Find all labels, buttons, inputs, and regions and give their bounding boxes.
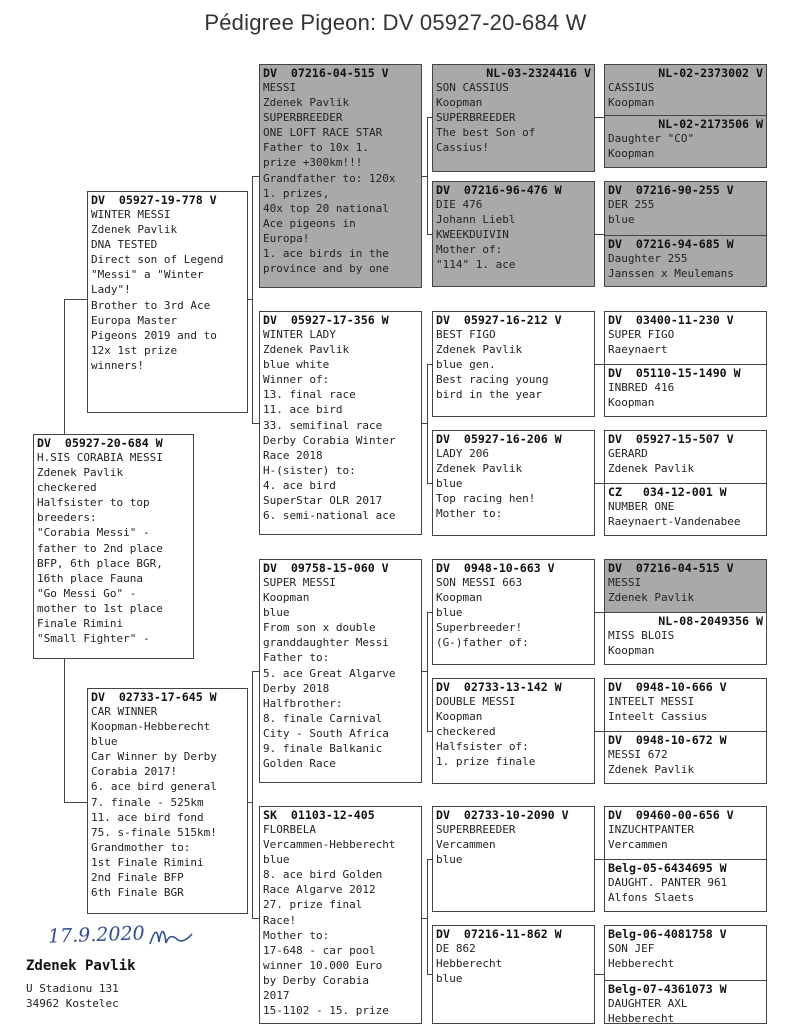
pigeon-info-line: 6. semi-national ace xyxy=(263,509,396,523)
pigeon-info-line: Vercammen xyxy=(436,838,496,852)
pigeon-info-line: SON JEF xyxy=(608,942,655,955)
pigeon-info-line: Cassius! xyxy=(436,141,489,155)
pigeon-info-line: SuperStar OLR 2017 xyxy=(263,494,383,508)
pigeon-info-line: CAR WINNER xyxy=(91,705,158,718)
pigeon-info-line: Ace pigeons in xyxy=(263,216,356,230)
pigeon-info-line: WINTER MESSI xyxy=(91,208,171,221)
pigeon-info-line: 9. finale Balkanic xyxy=(263,742,383,756)
pigeon-info-line: INTEELT MESSI xyxy=(608,695,695,708)
pigeon-info-line: Alfons Slaets xyxy=(608,891,695,905)
ring-number: DV 07216-04-515 V xyxy=(263,66,389,80)
pigeon-info-line: Europa Master xyxy=(91,313,178,327)
dam-entry xyxy=(605,980,766,1024)
pigeon-info-line: "Messi" a "Winter xyxy=(91,268,204,282)
ancestor-pair-card xyxy=(604,678,767,784)
pigeon-info-line: Koopman-Hebberecht xyxy=(91,720,211,734)
pigeon-info-line: SUPERBREEDER xyxy=(436,823,516,836)
pigeon-info-line: Koopman xyxy=(436,96,483,110)
connector-line xyxy=(595,612,604,613)
ring-number: DV 02733-13-142 W xyxy=(436,680,562,694)
connector-line xyxy=(427,117,428,234)
pigeon-info-line: Father to: xyxy=(263,651,330,665)
pigeon-info-line: 12x 1st prize xyxy=(91,343,178,357)
pigeon-info-line: Koopman xyxy=(263,591,310,605)
pigeon-info-line: Hebberecht xyxy=(608,957,675,971)
pigeon-info-line: 4. ace bird xyxy=(263,478,336,492)
connector-line xyxy=(252,918,259,919)
pigeon-info-line: 2017 xyxy=(263,989,290,1003)
connector-line xyxy=(252,423,259,424)
pigeon-info-line: Hebberecht xyxy=(608,1012,675,1024)
pigeon-info-line: (G-)father of: xyxy=(436,636,529,650)
pigeon-info-line: 17-648 - car pool xyxy=(263,943,376,957)
pigeon-info-line: ONE LOFT RACE STAR xyxy=(263,126,383,140)
sire-entry xyxy=(605,182,766,235)
pigeon-info-line: 1st Finale Rimini xyxy=(91,855,204,869)
mother-card xyxy=(87,688,248,914)
pigeon-info-line: FLORBELA xyxy=(263,823,316,836)
pigeon-info-line: Best racing young xyxy=(436,373,549,387)
pigeon-info-line: Mother of: xyxy=(436,243,503,257)
pigeon-info-line: Raeynaert-Vandenabee xyxy=(608,515,741,529)
dam-entry xyxy=(605,483,766,536)
ring-number: NL-02-2373002 V xyxy=(658,66,763,80)
connector-line xyxy=(427,117,432,118)
connector-line xyxy=(595,234,604,235)
pigeon-info-line: bird in the year xyxy=(436,388,542,402)
pigeon-info-line: father to 2nd place xyxy=(37,541,163,555)
connector-line xyxy=(595,364,604,365)
connector-line xyxy=(427,234,432,235)
pigeon-info-line: granddaughter Messi xyxy=(263,636,389,650)
pigeon-info-line: Zdenek Pavlik xyxy=(37,466,124,480)
pigeon-info-line: 1. prizes, xyxy=(263,186,330,200)
pigeon-info-line: MESSI 672 xyxy=(608,748,668,761)
pigeon-info-line: Pigeons 2019 and to xyxy=(91,328,217,342)
pigeon-info-line: mother to 1st place xyxy=(37,601,163,615)
pigeon-info-line: NUMBER ONE xyxy=(608,500,675,513)
breeder-name: Zdenek Pavlik xyxy=(26,958,136,974)
pigeon-info-line: Race 2018 xyxy=(263,448,323,462)
pigeon-info-line: Halfbrother: xyxy=(263,696,343,710)
pigeon-info-line: winner 10.000 Euro xyxy=(263,958,383,972)
pigeon-info-line: Race! xyxy=(263,913,297,927)
ring-number: DV 05927-19-778 V xyxy=(91,193,217,207)
pigeon-info-line: blue gen. xyxy=(436,358,496,372)
pigeon-info-line: Lady"! xyxy=(91,283,131,297)
signature-icon xyxy=(148,922,194,954)
connector-line xyxy=(595,859,604,860)
great-grandparent-card xyxy=(432,806,595,912)
connector-line xyxy=(252,671,253,918)
pigeon-info-line: SUPERBREEDER xyxy=(263,111,343,125)
pigeon-info-line: Raeynaert xyxy=(608,343,668,357)
pigeon-info-line: Brother to 3rd Ace xyxy=(91,298,211,312)
pigeon-info-line: Koopman xyxy=(608,96,655,110)
pigeon-info-line: MESSI xyxy=(263,81,297,94)
dam-entry xyxy=(605,612,766,665)
great-grandparent-card xyxy=(432,64,595,172)
pigeon-info-line: Hebberecht xyxy=(436,957,503,971)
sire-entry xyxy=(605,65,766,115)
pigeon-info-line: winners! xyxy=(91,358,144,372)
ring-number: DV 05927-17-356 W xyxy=(263,313,389,327)
pigeon-info-line: DNA TESTED xyxy=(91,238,158,252)
pigeon-info-line: Grandfather to: 120x xyxy=(263,171,396,185)
ring-number: DV 07216-90-255 V xyxy=(608,183,734,197)
pigeon-info-line: 40x top 20 national xyxy=(263,201,389,215)
dam-entry xyxy=(605,731,766,784)
pigeon-info-line: 27. prize final xyxy=(263,898,363,912)
pigeon-info-line: MISS BLOIS xyxy=(608,629,675,642)
pigeon-info-line: 11. ace bird xyxy=(263,403,343,417)
pigeon-info-line: WINTER LADY xyxy=(263,328,336,341)
ancestor-pair-card xyxy=(604,181,767,287)
great-grandparent-card xyxy=(432,181,595,287)
connector-line xyxy=(252,176,259,177)
ring-number: DV 03400-11-230 V xyxy=(608,313,734,327)
pigeon-info-line: DOUBLE MESSI xyxy=(436,695,516,708)
ring-number: DV 05110-15-1490 W xyxy=(608,366,741,380)
pigeon-info-line: Koopman xyxy=(608,147,655,161)
pigeon-info-line: Koopman xyxy=(608,644,655,658)
pigeon-info-line: blue xyxy=(436,853,463,867)
pigeon-info-line: "Go Messi Go" - xyxy=(37,586,137,600)
pigeon-info-line: INBRED 416 xyxy=(608,381,675,394)
great-grandparent-card xyxy=(432,311,595,417)
ancestor-pair-card xyxy=(604,559,767,665)
pigeon-info-line: 15-1102 - 15. prize xyxy=(263,1004,389,1018)
pigeon-info-line: Zdenek Pavlik xyxy=(608,591,695,605)
pigeon-info-line: breeders: xyxy=(37,511,97,525)
pigeon-info-line: KWEEKDUIVIN xyxy=(436,228,509,242)
connector-line xyxy=(427,731,432,732)
ring-number: NL-02-2173506 W xyxy=(658,117,763,131)
pigeon-info-line: 7. finale - 525km xyxy=(91,795,204,809)
connector-line xyxy=(595,974,604,975)
pigeon-info-line: Car Winner by Derby xyxy=(91,750,217,764)
pigeon-info-line: 11. ace bird fond xyxy=(91,810,204,824)
pigeon-info-line: Vercammen xyxy=(608,838,668,852)
great-grandparent-card xyxy=(432,678,595,784)
breeder-address-city: 34962 Kostelec xyxy=(26,997,119,1010)
pigeon-info-line: Johann Liebl xyxy=(436,213,516,227)
pigeon-info-line: checkered xyxy=(37,481,97,495)
connector-line xyxy=(595,483,604,484)
sire-entry xyxy=(605,431,766,483)
dam-entry xyxy=(605,859,766,912)
pigeon-info-line: Koopman xyxy=(436,710,483,724)
pigeon-info-line: SON MESSI 663 xyxy=(436,576,523,589)
connector-line xyxy=(595,117,604,118)
sire-entry xyxy=(605,312,766,364)
pigeon-info-line: Derby Corabia Winter xyxy=(263,433,396,447)
pigeon-info-line: Direct son of Legend xyxy=(91,253,224,267)
ring-number: DV 09758-15-060 V xyxy=(263,561,389,575)
pigeon-info-line: 2nd Finale BFP xyxy=(91,871,184,885)
pigeon-info-line: SUPER MESSI xyxy=(263,576,336,589)
great-grandparent-card xyxy=(432,430,595,536)
pigeon-info-line: "114" 1. ace xyxy=(436,258,516,272)
ring-number: DV 02733-17-645 W xyxy=(91,690,217,704)
pigeon-info-line: Zdenek Pavlik xyxy=(436,343,523,357)
subject-pigeon-card xyxy=(33,434,194,659)
pigeon-info-line: Daughter 255 xyxy=(608,252,688,265)
connector-line xyxy=(427,974,432,975)
pigeon-info-line: Zdenek Pavlik xyxy=(263,96,350,110)
breeder-address-street: U Stadionu 131 xyxy=(26,982,119,995)
pigeon-info-line: The best Son of xyxy=(436,126,536,140)
pigeon-info-line: Grandmother to: xyxy=(91,840,191,854)
grandparent-card xyxy=(259,311,422,535)
connector-line xyxy=(427,859,432,860)
pigeon-info-line: blue xyxy=(436,477,463,491)
connector-line xyxy=(427,612,432,613)
pigeon-info-line: 16th place Fauna xyxy=(37,571,143,585)
pigeon-info-line: From son x double xyxy=(263,621,376,635)
signature-date: 17.9.2020 xyxy=(47,922,146,948)
pigeon-info-line: 13. final race xyxy=(263,388,356,402)
ring-number: Belg-07-4361073 W xyxy=(608,982,727,996)
ring-number: DV 0948-10-663 V xyxy=(436,561,555,575)
ring-number: DV 07216-94-685 W xyxy=(608,237,734,251)
pigeon-info-line: 6th Finale BGR xyxy=(91,886,184,900)
pigeon-info-line: blue xyxy=(91,735,118,749)
ring-number: DV 05927-16-212 V xyxy=(436,313,562,327)
sire-entry xyxy=(605,807,766,859)
ring-number: DV 05927-16-206 W xyxy=(436,432,562,446)
pigeon-info-line: prize +300km!!! xyxy=(263,156,363,170)
pigeon-info-line: "Corabia Messi" - xyxy=(37,526,150,540)
connector-line xyxy=(64,299,65,435)
ring-number: NL-03-2324416 V xyxy=(486,66,591,80)
dam-entry xyxy=(605,115,766,168)
connector-line xyxy=(252,176,253,423)
ring-number: DV 02733-10-2090 V xyxy=(436,808,569,822)
pigeon-info-line: DAUGHT. PANTER 961 xyxy=(608,876,728,889)
pigeon-info-line: Zdenek Pavlik xyxy=(263,343,350,357)
pigeon-info-line: H-(sister) to: xyxy=(263,463,356,477)
ring-number: NL-08-2049356 W xyxy=(658,614,763,628)
pigeon-info-line: 1. prize finale xyxy=(436,755,536,769)
pigeon-info-line: Corabia 2017! xyxy=(91,765,178,779)
pigeon-info-line: Koopman xyxy=(608,396,655,410)
pigeon-info-line: City - South Africa xyxy=(263,726,389,740)
father-card xyxy=(87,191,248,413)
page-title: Pédigree Pigeon: DV 05927-20-684 W xyxy=(204,10,587,35)
pigeon-info-line: 8. finale Carnival xyxy=(263,711,383,725)
pigeon-info-line: 8. ace bird Golden xyxy=(263,868,383,882)
pigeon-info-line: GERARD xyxy=(608,447,648,460)
connector-line xyxy=(427,483,432,484)
ring-number: DV 05927-15-507 V xyxy=(608,432,734,446)
pigeon-info-line: CASSIUS xyxy=(608,81,655,94)
pigeon-info-line: Koopman xyxy=(436,591,483,605)
sire-entry xyxy=(605,560,766,612)
pigeon-info-line: DAUGHTER AXL xyxy=(608,997,688,1010)
pigeon-info-line: Daughter "CO" xyxy=(608,132,695,145)
sire-entry xyxy=(605,679,766,731)
pigeon-info-line: blue xyxy=(263,853,290,867)
pigeon-info-line: Inteelt Cassius xyxy=(608,710,708,724)
sire-entry xyxy=(605,926,766,980)
great-grandparent-card xyxy=(432,925,595,1024)
ancestor-pair-card xyxy=(604,311,767,417)
pigeon-info-line: Vercammen-Hebberecht xyxy=(263,838,396,852)
pigeon-info-line: SUPER FIGO xyxy=(608,328,675,341)
pigeon-info-line: Father to 10x 1. xyxy=(263,141,369,155)
pigeon-info-line: Zdenek Pavlik xyxy=(608,462,695,476)
connector-line xyxy=(64,299,87,300)
pigeon-info-line: Zdenek Pavlik xyxy=(436,462,523,476)
pigeon-info-line: blue xyxy=(263,606,290,620)
pigeon-info-line: Top racing hen! xyxy=(436,492,536,506)
pigeon-info-line: INZUCHTPANTER xyxy=(608,823,695,836)
pigeon-info-line: Superbreeder! xyxy=(436,621,523,635)
connector-line xyxy=(427,364,432,365)
connector-line xyxy=(252,671,259,672)
pigeon-info-line: SUPERBREEDER xyxy=(436,111,516,125)
ring-number: Belg-06-4081758 V xyxy=(608,927,727,941)
connector-line xyxy=(64,659,65,802)
ring-number: DV 0948-10-672 W xyxy=(608,733,727,747)
ring-number: DV 0948-10-666 V xyxy=(608,680,727,694)
pigeon-info-line: 5. ace Great Algarve xyxy=(263,666,396,680)
pigeon-info-line: DE 862 xyxy=(436,942,476,955)
pigeon-info-line: 6. ace bird general xyxy=(91,780,217,794)
pigeon-info-line: Zdenek Pavlik xyxy=(608,763,695,777)
pigeon-info-line: Derby 2018 xyxy=(263,681,330,695)
pigeon-info-line: Mother to: xyxy=(436,507,503,521)
ring-number: DV 05927-20-684 W xyxy=(37,436,163,450)
pigeon-info-line: blue xyxy=(436,606,463,620)
ring-number: CZ 034-12-001 W xyxy=(608,485,727,499)
pigeon-info-line: Winner of: xyxy=(263,373,330,387)
pigeon-info-line: blue xyxy=(436,972,463,986)
pigeon-info-line: LADY 206 xyxy=(436,447,489,460)
grandparent-card xyxy=(259,806,422,1024)
ring-number: DV 09460-00-656 V xyxy=(608,808,734,822)
dam-entry xyxy=(605,235,766,287)
pigeon-info-line: province and by one xyxy=(263,262,389,276)
connector-line xyxy=(427,364,428,483)
pigeon-info-line: "Small Fighter" - xyxy=(37,632,150,646)
pigeon-info-line: MESSI xyxy=(608,576,642,589)
pigeon-info-line: Finale Rimini xyxy=(37,617,124,631)
pigeon-info-line: Golden Race xyxy=(263,757,336,771)
dam-entry xyxy=(605,364,766,417)
pigeon-info-line: Europa! xyxy=(263,231,310,245)
ring-number: DV 07216-04-515 V xyxy=(608,561,734,575)
ring-number: SK 01103-12-405 xyxy=(263,808,375,822)
ancestor-pair-card xyxy=(604,925,767,1024)
grandparent-card xyxy=(259,559,422,783)
pigeon-info-line: blue xyxy=(608,213,635,227)
pigeon-info-line: SON CASSIUS xyxy=(436,81,509,94)
pigeon-info-line: by Derby Corabia xyxy=(263,973,369,987)
ring-number: DV 07216-96-476 W xyxy=(436,183,562,197)
pigeon-info-line: Halfsister to top xyxy=(37,496,150,510)
pigeon-info-line: DIE 476 xyxy=(436,198,483,211)
ring-number: DV 07216-11-862 W xyxy=(436,927,562,941)
pigeon-info-line: Race Algarve 2012 xyxy=(263,883,376,897)
pigeon-info-line: Zdenek Pavlik xyxy=(91,223,178,237)
pigeon-info-line: BFP, 6th place BGR, xyxy=(37,556,163,570)
pigeon-info-line: blue white xyxy=(263,358,330,372)
pigeon-info-line: 1. ace birds in the xyxy=(263,247,389,261)
grandparent-card xyxy=(259,64,422,288)
ring-number: Belg-05-6434695 W xyxy=(608,861,727,875)
connector-line xyxy=(427,859,428,974)
pigeon-info-line: 33. semifinal race xyxy=(263,418,383,432)
great-grandparent-card xyxy=(432,559,595,665)
pigeon-info-line: Mother to: xyxy=(263,928,330,942)
connector-line xyxy=(427,612,428,731)
ancestor-pair-card xyxy=(604,64,767,168)
connector-line xyxy=(64,802,87,803)
ancestor-pair-card xyxy=(604,430,767,536)
pigeon-info-line: Halfsister of: xyxy=(436,740,529,754)
pigeon-info-line: BEST FIGO xyxy=(436,328,496,341)
pigeon-info-line: checkered xyxy=(436,725,496,739)
connector-line xyxy=(595,731,604,732)
pigeon-info-line: Janssen x Meulemans xyxy=(608,267,734,281)
pigeon-info-line: 75. s-finale 515km! xyxy=(91,825,217,839)
pigeon-info-line: H.SIS CORABIA MESSI xyxy=(37,451,163,464)
ancestor-pair-card xyxy=(604,806,767,912)
pigeon-info-line: DER 255 xyxy=(608,198,655,211)
